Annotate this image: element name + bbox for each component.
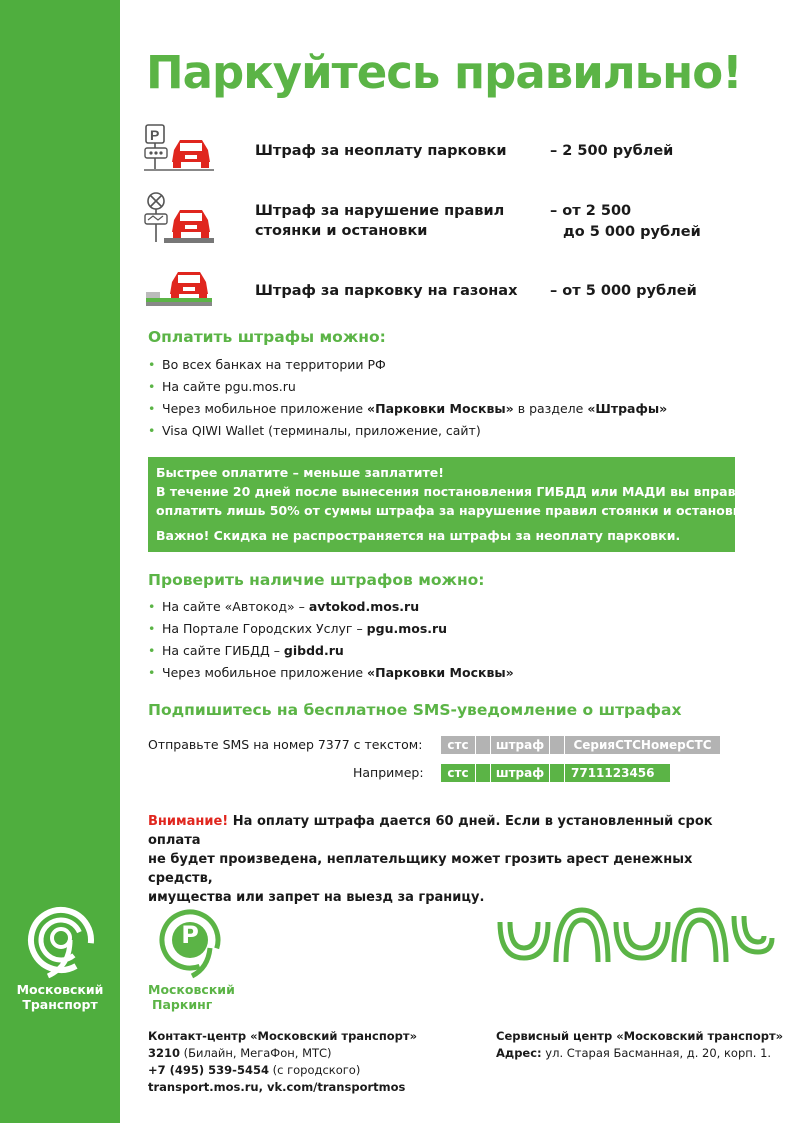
sms-example-space [476, 764, 490, 782]
service-center-title: Сервисный центр «Московский транспорт» [496, 1029, 784, 1043]
sms-send-label: Отправьте SMS на номер 7377 с текстом: [148, 737, 423, 752]
pay-list [148, 354, 667, 442]
check-heading: Проверить наличие штрафов можно: [148, 571, 485, 589]
contact-center-block [148, 1028, 417, 1096]
promo-important-note: Важно! Скидка не распространяется на штрафы за неоплату парковки. [156, 528, 681, 543]
promo-text-line: В течение 20 дней после вынесения постановления ГИБДД или МАДИ вы вправе [156, 484, 744, 499]
fine-amount-stopping-line2: до 5 000 рублей [563, 224, 701, 240]
sms-heading: Подпишитесь на бесплатное SMS-уведомление о штрафах [148, 701, 682, 719]
fine-label-stopping-line1: Штраф за нарушение правил [255, 203, 505, 219]
list-item: • Через мобильное приложение «Парковки Москвы» [148, 662, 514, 684]
list-item: • На сайте pgu.mos.ru [148, 376, 667, 398]
payment-deadline-warning: Внимание! На оплату штрафа дается 60 дней. Если в установленный срок оплата не будет произведена, неплательщику может грозить арест денежных средств, имущества или запрет на выезд за границу. [148, 814, 713, 905]
transport-logo-text: Московский Транспорт [16, 982, 104, 1012]
contact-links: transport.mos.ru, vk.com/transportmos [148, 1080, 406, 1094]
page-title: Паркуйтесь правильно! [146, 46, 742, 99]
sms-template-fine: штраф [491, 736, 549, 754]
lawn-parking-icon [144, 268, 214, 308]
sms-example-label: Например: [353, 765, 424, 780]
contact-center-title: Контакт-центр «Московский транспорт» [148, 1029, 417, 1043]
sms-example-number: 7711123456 [565, 764, 670, 782]
fine-amount-unpaid: – 2 500 рублей [550, 143, 674, 159]
sms-example-fine: штраф [491, 764, 549, 782]
fine-label-stopping-line2: стоянки и остановки [255, 223, 428, 239]
fine-amount-lawn: – от 5 000 рублей [550, 283, 697, 299]
fine-label-lawn: Штраф за парковку на газонах [255, 283, 518, 299]
pay-heading: Оплатить штрафы можно: [148, 328, 386, 346]
list-item: • На сайте ГИБДД – gibdd.ru [148, 640, 514, 662]
sms-template-space [476, 736, 490, 754]
promo-headline: Быстрее оплатите – меньше заплатите! [156, 465, 444, 480]
fine-amount-stopping-line1: – от 2 500 [550, 203, 632, 219]
list-item: • Во всех банках на территории РФ [148, 354, 667, 376]
paid-parking-sign-icon [144, 124, 214, 172]
contact-phone-short: 3210 (Билайн, МегаФон, МТС) [148, 1046, 332, 1060]
decorative-wave-pattern [496, 902, 778, 974]
no-stopping-sign-icon [144, 192, 214, 244]
parking-logo-letter: P [181, 921, 199, 949]
sms-template-stc: стс [441, 736, 475, 754]
service-center-block [496, 1028, 783, 1062]
promo-text-line: оплатить лишь 50% от суммы штрафа за нарушение правил стоянки и остановки. [156, 503, 755, 518]
service-center-address: Адрес: ул. Старая Басманная, д. 20, корп. 1. [496, 1046, 772, 1060]
sms-example-stc: стс [441, 764, 475, 782]
svg-text:P: P [150, 127, 160, 143]
contact-phone-city: +7 (495) 539-5454 (с городского) [148, 1063, 361, 1077]
list-item: • Visa QIWI Wallet (терминалы, приложение, сайт) [148, 420, 667, 442]
parking-logo-text: Московский Паркинг [148, 982, 235, 1012]
fine-label-unpaid: Штраф за неоплату парковки [255, 143, 507, 159]
check-list [148, 596, 514, 684]
warning-prefix: Внимание! [148, 814, 229, 829]
sms-example-space [550, 764, 564, 782]
sms-template-number: СерияСТСНомерСТС [565, 736, 720, 754]
discount-callout [148, 457, 755, 552]
list-item: • На Портале Городских Услуг – pgu.mos.ru [148, 618, 514, 640]
list-item: • На сайте «Автокод» – avtokod.mos.ru [148, 596, 514, 618]
sms-template-space [550, 736, 564, 754]
moscow-transport-logo [26, 906, 96, 982]
list-item: • Через мобильное приложение «Парковки Москвы» в разделе «Штрафы» [148, 398, 667, 420]
